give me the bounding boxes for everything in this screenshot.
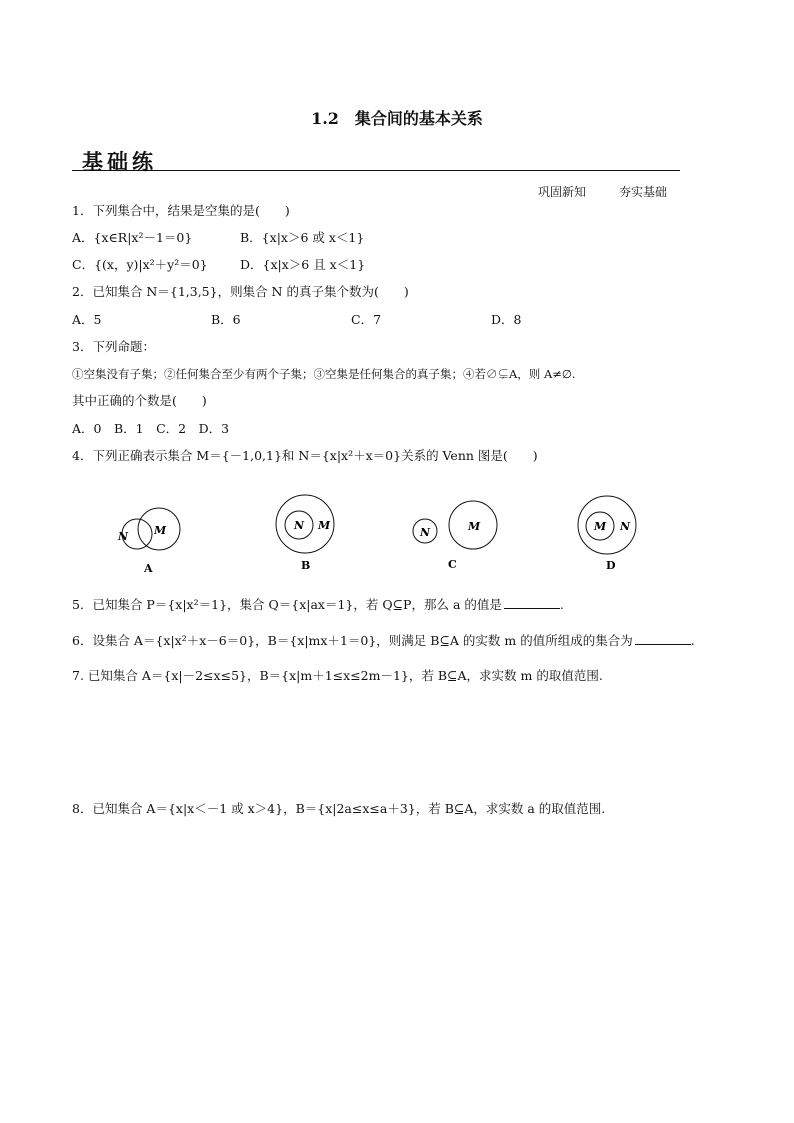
venn-b-caption: B xyxy=(301,559,311,572)
venn-a-inner-label: N xyxy=(118,530,129,543)
q5-end: . xyxy=(559,597,564,612)
q2-option-b: B．6 xyxy=(211,312,241,327)
venn-d-inner-label: M xyxy=(594,520,607,533)
venn-b-outer-label: M xyxy=(318,519,331,532)
venn-option-b xyxy=(276,495,334,572)
q1-option-b: B．{x|x＞6 或 x＜1} xyxy=(240,230,365,245)
venn-diagrams xyxy=(100,490,660,580)
q6-text xyxy=(72,632,695,649)
q3-statements: ①空集没有子集；②任何集合至少有两个子集；③空集是任何集合的真子集；④若∅⊊A，则 A≠∅. xyxy=(72,367,576,381)
venn-c-outer-label: M xyxy=(468,520,481,533)
venn-a-caption: A xyxy=(144,562,153,575)
venn-a-outer-label: M xyxy=(154,524,167,537)
q1-option-a: A．{x∈R|x²－1＝0} xyxy=(72,230,193,245)
q2-option-c: C．7 xyxy=(351,312,382,327)
q6-stem: 6．设集合 A＝{x|x²＋x－6＝0}，B＝{x|mx＋1＝0}，则满足 B⊆A 的实数 m 的值所组成的集合为 xyxy=(72,633,633,648)
q5-answer-blank[interactable] xyxy=(504,596,560,609)
venn-c-inner-label: N xyxy=(420,526,431,539)
venn-d-caption: D xyxy=(606,559,616,572)
tag-consolidate: 巩固新知 xyxy=(538,185,587,199)
q5-text xyxy=(72,596,564,613)
q4-stem: 4．下列正确表示集合 M＝{－1,0,1}和 N＝{x|x²＋x＝0}关系的 Venn 图是( ) xyxy=(72,448,538,463)
page-title: 1.2 集合间的基本关系 xyxy=(311,109,483,128)
q6-answer-blank[interactable] xyxy=(635,632,691,645)
q6-end: . xyxy=(690,633,695,648)
q8-text: 8．已知集合 A＝{x|x＜－1 或 x＞4}，B＝{x|2a≤x≤a＋3}，若 B⊆A，求实数 a 的取值范围. xyxy=(72,801,606,816)
venn-option-a xyxy=(117,508,180,575)
venn-b-inner-label: N xyxy=(294,519,305,532)
q3-options: A．0 B．1 C．2 D．3 xyxy=(72,421,230,436)
q1-option-d: D．{x|x＞6 且 x＜1} xyxy=(240,257,366,272)
venn-d-outer-label: N xyxy=(620,520,631,533)
q2-stem: 2．已知集合 N＝{1,3,5}，则集合 N 的真子集个数为( ) xyxy=(72,284,409,299)
q2-option-d: D．8 xyxy=(491,312,522,327)
q1-stem: 1．下列集合中，结果是空集的是( ) xyxy=(72,203,290,218)
section-divider xyxy=(72,170,680,171)
tag-foundation: 夯实基础 xyxy=(619,185,668,199)
q3-ask: 其中正确的个数是( ) xyxy=(72,393,207,408)
venn-option-d xyxy=(578,496,636,572)
q7-text: 7. 已知集合 A＝{x|－2≤x≤5}，B＝{x|m＋1≤x≤2m－1}，若 B⊆A，求实数 m 的取值范围. xyxy=(72,668,603,683)
q5-stem: 5．已知集合 P＝{x|x²＝1}，集合 Q＝{x|ax＝1}，若 Q⊆P，那么 a 的值是 xyxy=(72,597,502,612)
q3-stem: 3．下列命题： xyxy=(72,339,155,354)
venn-option-c xyxy=(413,501,497,571)
q2-option-a: A．5 xyxy=(72,312,102,327)
venn-c-caption: C xyxy=(448,558,457,571)
q1-option-c: C．{(x，y)|x²＋y²＝0} xyxy=(72,257,208,272)
section-heading: 基础练 xyxy=(82,150,157,174)
